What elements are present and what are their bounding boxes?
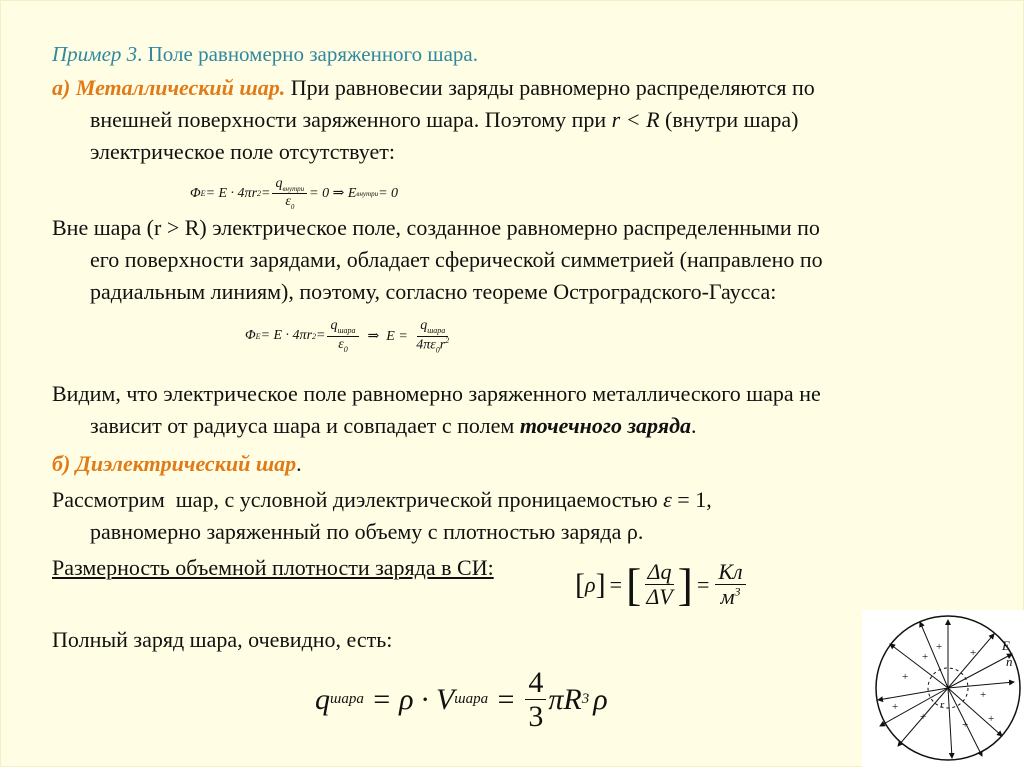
total-label: Полный заряд шара, очевидно, есть: <box>52 627 393 652</box>
f1-den-sub: 0 <box>290 203 295 212</box>
page-title <box>52 40 478 68</box>
dim-num: Δq <box>645 560 675 585</box>
dielectric-text-1a: Рассмотрим шар, с условной диэлектрической проницаемостью <box>52 487 664 512</box>
sphere-svg <box>862 610 1024 767</box>
f1-rhs: = 0 ⇒ E <box>309 186 357 202</box>
f2-den-sub: 0 <box>343 344 348 354</box>
f2-num: q <box>330 318 338 334</box>
f2-mid: = E · 4πr <box>260 328 313 344</box>
f3-rho: ρ <box>593 682 608 716</box>
f1-rhs-end: = 0 <box>378 185 399 201</box>
f3-num: 4 <box>525 666 546 700</box>
f3-eq: = <box>488 682 524 716</box>
dimension-label: Размерность объемной плотности заряда в СИ: <box>52 555 494 580</box>
outside-line-1 <box>52 214 820 242</box>
title-rest: . Поле равномерно заряженного шара. <box>137 42 478 66</box>
f1-sq: 2 <box>257 189 262 199</box>
r-label: r <box>940 699 945 711</box>
f2-implies: ⇒ E = <box>360 328 412 344</box>
f3-den: 3 <box>528 700 544 733</box>
part-a-line-1 <box>52 74 815 102</box>
f1-den: ε <box>285 194 291 210</box>
dielectric-epsilon: ε <box>663 487 672 512</box>
f1-phi: Φ <box>190 185 201 201</box>
f2-phi-sub: E <box>255 331 261 341</box>
f3-q: q <box>315 682 330 716</box>
conclusion-line-2 <box>90 412 697 440</box>
svg-text:+: + <box>936 641 943 653</box>
charged-sphere-diagram <box>862 610 1024 767</box>
n-vector-label: n <box>1006 654 1013 669</box>
f1-num-sub: внутри <box>282 184 305 193</box>
f2-den2-sq: 2 <box>445 335 450 345</box>
formula-total-charge <box>315 666 608 733</box>
f1-mid: = E · 4πr <box>205 185 258 201</box>
conclusion-text-1: Видим, что электрическое поле равномерно заряженного металлического шара не <box>52 381 821 406</box>
outside-line-3 <box>90 278 776 306</box>
f1-eq: = <box>261 185 271 201</box>
f1-phi-sub: E <box>200 189 206 199</box>
conclusion-text-2b: . <box>691 413 697 438</box>
svg-text:+: + <box>922 651 929 663</box>
part-a-text-2a: внешней поверхности заряженного шара. Поэтому при <box>90 107 612 132</box>
outside-text-2: его поверхности зарядами, обладает сферической симметрией (направлено по <box>90 247 823 272</box>
f2-den2: 4πε <box>416 337 436 353</box>
point-charge-emphasis: точечного заряда <box>519 413 692 438</box>
part-a-line-3 <box>90 138 395 166</box>
dim-unit-fraction <box>715 560 745 609</box>
f2-den: ε <box>338 336 344 352</box>
formula-gauss-inside <box>190 176 398 212</box>
f3-fraction <box>525 666 546 733</box>
conclusion-line-1 <box>52 380 821 408</box>
dielectric-line-2 <box>90 518 643 546</box>
f3-q-sub: шара <box>330 691 364 707</box>
f2-num2: q <box>420 318 428 333</box>
formula-gauss-outside <box>245 318 454 355</box>
part-a-text-2b: (внутри шара) <box>659 107 799 132</box>
svg-text:+: + <box>902 671 909 683</box>
part-a-line-2 <box>90 106 798 134</box>
dim-unit-num: Кл <box>715 560 745 585</box>
svg-text:+: + <box>892 701 899 713</box>
f2-den2-sub: 0 <box>435 345 440 355</box>
f3-end: πR <box>548 682 582 716</box>
svg-text:+: + <box>980 689 987 701</box>
dielectric-text-1b: = 1, <box>671 487 712 512</box>
conclusion-text-2a: зависит от радиуса шара и совпадает с полем <box>90 413 520 438</box>
outside-line-2 <box>90 246 823 274</box>
f3-mid: = ρ · V <box>363 682 455 716</box>
formula-dimension: [ ρ ] = [ $\frac{\Delta q}{\Delta V}$ ] = $\frac{Кл}{м^3}$ <box>575 560 748 609</box>
f3-pow: 3 <box>581 691 590 707</box>
dim-rho: ρ <box>585 571 596 597</box>
part-a-text-1: При равновесии заряды равномерно распределяются по <box>290 75 815 100</box>
part-a-text-3: электрическое поле отсутствует: <box>90 139 395 164</box>
f1-rhs-sub: внутри <box>356 189 379 198</box>
e-vector-label: E <box>1002 638 1010 653</box>
part-b-dot: . <box>296 451 302 476</box>
f2-phi: Φ <box>245 328 256 344</box>
dim-fraction <box>643 560 675 609</box>
f2-num2-sub: шара <box>427 325 446 335</box>
f1-fraction <box>272 176 307 212</box>
f1-num: q <box>275 176 283 191</box>
f2-fraction-1 <box>327 318 358 354</box>
svg-text:+: + <box>988 713 995 725</box>
svg-text:+: + <box>920 711 927 723</box>
part-a-label: а) Металлический шар. <box>52 75 286 100</box>
dim-den: ΔV <box>646 584 673 610</box>
svg-text:+: + <box>970 647 977 659</box>
field-lines <box>878 620 1014 758</box>
outside-text-1: Вне шара (r > R) электрическое поле, созданное равномерно распределенными по <box>52 215 820 240</box>
dim-unit-den: м <box>720 584 735 610</box>
part-b-heading <box>52 450 302 478</box>
dim-unit-pow: 3 <box>734 584 741 599</box>
dielectric-text-2: равномерно заряженный по объему с плотностью заряда ρ. <box>90 519 644 544</box>
title-prefix: Пример 3 <box>52 42 138 66</box>
outside-text-3: радиальным линиям), поэтому, согласно теореме Остроградского-Гаусса: <box>90 279 777 304</box>
f3-v-sub: шара <box>454 691 489 707</box>
svg-text:+: + <box>962 719 969 731</box>
f2-num-sub: шара <box>337 326 356 336</box>
f2-sq: 2 <box>312 331 317 341</box>
f2-eq: = <box>316 328 326 344</box>
part-b-label: б) Диэлектрический шар <box>52 451 297 476</box>
dielectric-line-1 <box>52 486 712 514</box>
plus-signs <box>892 641 994 731</box>
part-a-condition: r < R <box>611 107 660 132</box>
f2-fraction-2 <box>413 318 452 355</box>
f2-den2-end: r <box>439 337 446 353</box>
